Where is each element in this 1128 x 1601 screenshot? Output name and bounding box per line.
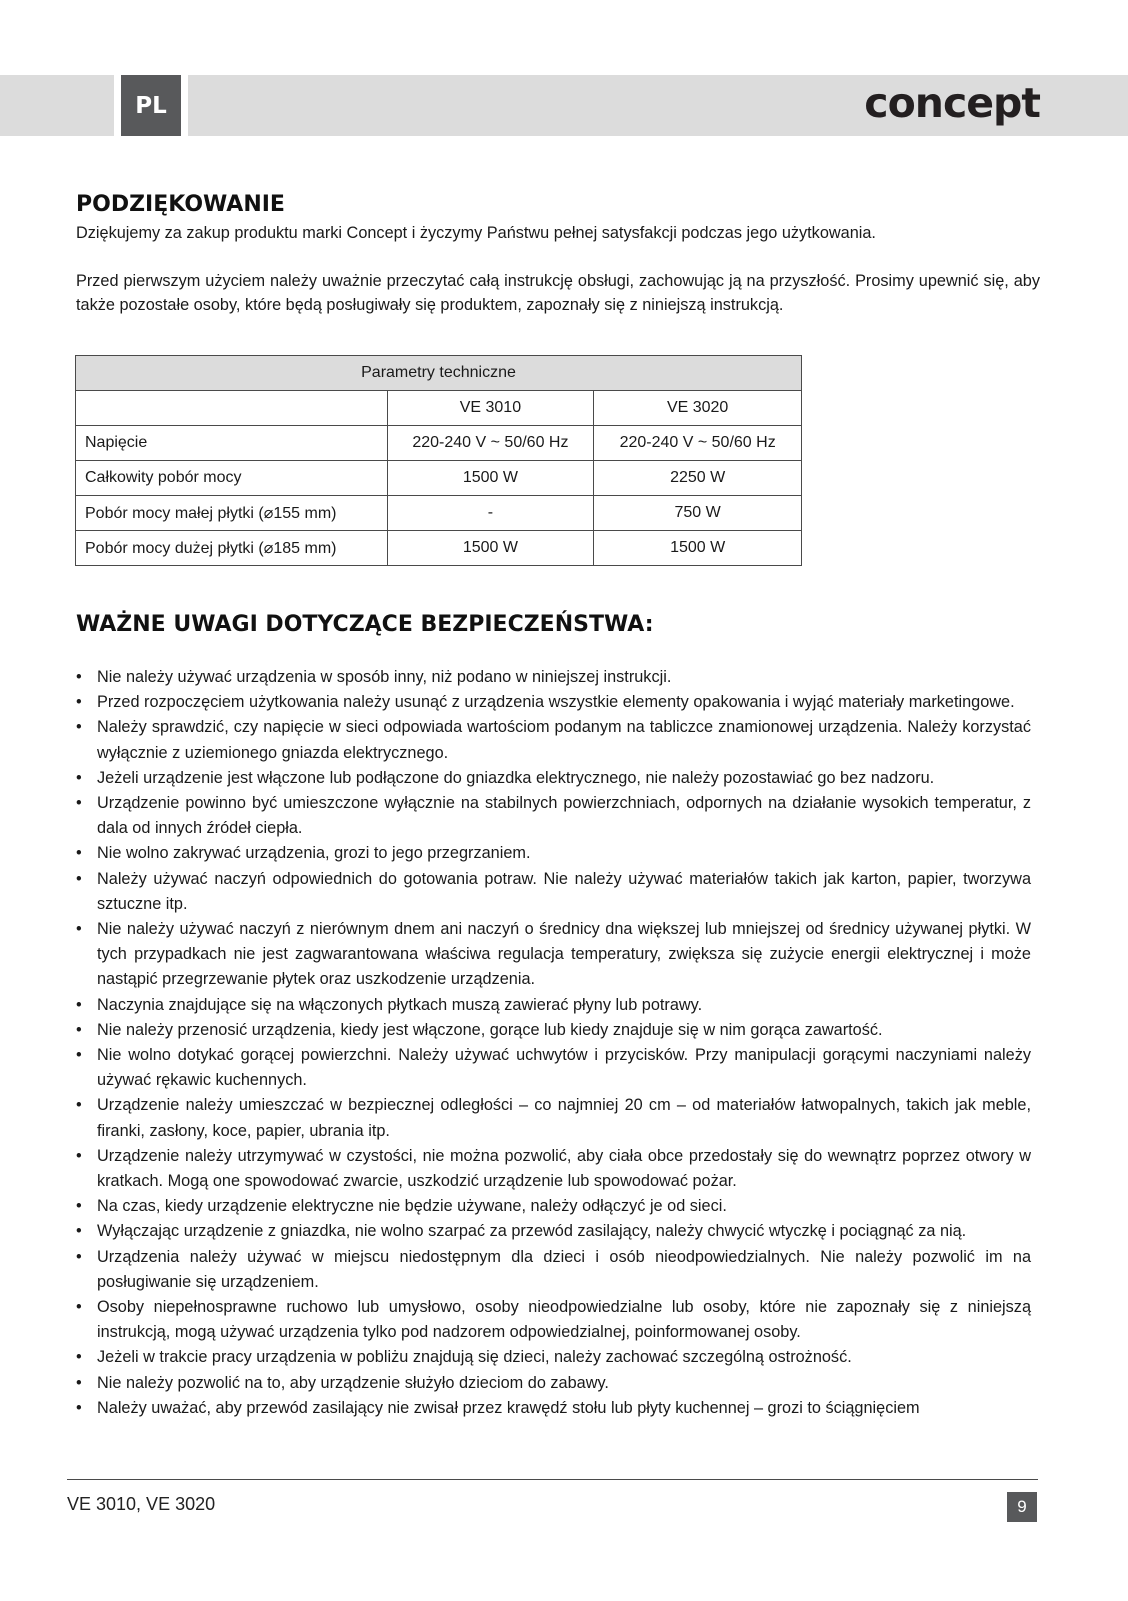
list-item-text: Jeżeli w trakcie pracy urządzenia w pobliżu znajdują się dzieci, należy zachować szczególną ostrożność.: [97, 1348, 852, 1367]
list-item-text: Urządzenie należy utrzymywać w czystości, nie można pozwolić, aby ciała obce przedostały się do wewnątrz poprzez otwory w kratkach. Mogą one spowodować zwarcie, uszkodzić urządzenie lub spowodować pożar.: [97, 1146, 1031, 1191]
list-item-text: Nie należy używać naczyń z nierównym dnem ani naczyń o średnicy dna większej lub mniejszej od średnicy używanej płytki. W tych przypadkach nie jest zagwarantowana właściwa regulacja temperatury, zwiększa się zużycie energii elektrycznej i może nastąpić przegrzewanie płytek oraz uszkodzenie urządzenia.: [97, 920, 1031, 989]
page-number-label: 9: [1017, 1497, 1027, 1516]
bullet-icon: •: [76, 1146, 82, 1165]
list-item-text: Nie należy przenosić urządzenia, kiedy jest włączone, gorące lub kiedy znajduje się w nim gorąca zawartość.: [97, 1020, 883, 1039]
table-cell: 2250 W: [594, 461, 802, 496]
table-cell: 1500 W: [387, 461, 594, 496]
table-cell: Pobór mocy małej płytki (⌀155 mm): [76, 496, 388, 531]
intro-paragraph-2: Przed pierwszym użyciem należy uważnie przeczytać całą instrukcję obsługi, zachowując ją na przyszłość. Prosimy upewnić się, aby także pozostałe osoby, które będą posługiwały się produktem, zapoznały się z niniejszą instrukcją.: [76, 272, 1040, 314]
spec-table-header-cell: VE 3010: [387, 391, 594, 426]
bullet-icon: •: [76, 920, 82, 939]
bullet-icon: •: [76, 1046, 82, 1065]
table-row: [76, 426, 802, 461]
list-item: [76, 1018, 1031, 1043]
list-item: [76, 1345, 1031, 1370]
table-cell: -: [387, 496, 594, 531]
header-divider: [181, 75, 188, 136]
list-item: [76, 665, 1031, 690]
list-item-text: Osoby niepełnosprawne ruchowo lub umysłowo, osoby nieodpowiedzialne lub osoby, które nie zapoznały się z niniejszą instrukcją, mogą używać urządzenia tylko pod nadzorem odpowiedzialnej, poinformowanej osoby.: [97, 1298, 1031, 1342]
bullet-icon: •: [76, 1197, 82, 1216]
list-item: [76, 1245, 1031, 1295]
intro-section: [76, 190, 1040, 317]
page-number: [1007, 1492, 1037, 1522]
list-item-text: Jeżeli urządzenie jest włączone lub podłączone do gniazdka elektrycznego, nie należy pozostawiać go bez nadzoru.: [97, 768, 935, 787]
list-item-text: Nie wolno dotykać gorącej powierzchni. Należy używać uchwytów i przycisków. Przy manipulacji gorącymi naczyniami należy używać rękawic kuchennych.: [97, 1046, 1031, 1090]
bullet-icon: •: [76, 1298, 82, 1317]
bullet-icon: •: [76, 1247, 82, 1266]
table-cell: 220-240 V ~ 50/60 Hz: [387, 426, 594, 461]
list-item-text: Nie wolno zakrywać urządzenia, grozi to jego przegrzaniem.: [97, 844, 531, 863]
table-cell: 1500 W: [594, 531, 802, 566]
table-cell: 220-240 V ~ 50/60 Hz: [594, 426, 802, 461]
table-cell: 1500 W: [387, 531, 594, 566]
list-item: [76, 1396, 1031, 1421]
language-label: PL: [135, 92, 167, 119]
table-cell: Napięcie: [76, 426, 388, 461]
bullet-icon: •: [76, 995, 82, 1014]
list-item: [76, 1371, 1031, 1396]
table-row: [76, 531, 802, 566]
list-item: [76, 1043, 1031, 1093]
spec-table-header-cell: VE 3020: [594, 391, 802, 426]
header-divider: [114, 75, 121, 136]
list-item: [76, 1144, 1031, 1194]
spec-table-header-row: [76, 391, 802, 426]
list-item-text: Należy uważać, aby przewód zasilający nie zwisał przez krawędź stołu lub płyty kuchennej – grozi to ściągnięciem: [97, 1398, 920, 1417]
table-cell: Pobór mocy dużej płytki (⌀185 mm): [76, 531, 388, 566]
table-cell: 750 W: [594, 496, 802, 531]
footer-divider: [67, 1479, 1038, 1480]
bullet-icon: •: [76, 1222, 82, 1241]
table-row: [76, 496, 802, 531]
spec-table-header-cell: [76, 391, 388, 426]
safety-header: [76, 610, 654, 640]
list-item: [76, 1194, 1031, 1219]
bullet-icon: •: [76, 869, 82, 888]
list-item-text: Naczynia znajdujące się na włączonych płytkach muszą zawierać płyny lub potrawy.: [97, 995, 703, 1014]
list-item-text: Należy używać naczyń odpowiednich do gotowania potraw. Nie należy używać materiałów takich jak karton, papier, tworzywa sztuczne itp.: [97, 869, 1031, 913]
bullet-icon: •: [76, 693, 82, 712]
spec-table-title: Parametry techniczne: [76, 356, 802, 391]
bullet-icon: •: [76, 768, 82, 787]
spec-table: [75, 355, 802, 566]
list-item-text: Urządzenia należy używać w miejscu niedostępnym dla dzieci i osób nieodpowiedzialnych. Nie należy pozwolić im na posługiwanie się urządzeniem.: [97, 1247, 1031, 1291]
list-item-text: Urządzenie powinno być umieszczone wyłącznie na stabilnych powierzchniach, odpornych na działanie wysokich temperatur, z dala od innych źródeł ciepła.: [97, 794, 1031, 838]
language-badge: [121, 75, 181, 136]
list-item: [76, 867, 1031, 917]
bullet-icon: •: [76, 794, 82, 813]
list-item: [76, 1295, 1031, 1345]
table-row: [76, 461, 802, 496]
intro-paragraph-1: Dziękujemy za zakup produktu marki Concept i życzymy Państwu pełnej satysfakcji podczas jego użytkowania.: [76, 224, 876, 242]
bullet-icon: •: [76, 1398, 82, 1417]
list-item-text: Nie należy pozwolić na to, aby urządzenie służyło dzieciom do zabawy.: [97, 1373, 609, 1392]
safety-list: [76, 665, 1031, 1421]
intro-title: PODZIĘKOWANIE: [76, 192, 285, 217]
table-cell: Całkowity pobór mocy: [76, 461, 388, 496]
bullet-icon: •: [76, 1373, 82, 1392]
list-item: [76, 1093, 1031, 1143]
list-item-text: Urządzenie należy umieszczać w bezpiecznej odległości – co najmniej 20 cm – od materiałów łatwopalnych, takich jak meble, firanki, zasłony, koce, papier, ubrania itp.: [97, 1096, 1031, 1140]
footer-model: VE 3010, VE 3020: [67, 1494, 216, 1514]
list-item: [76, 917, 1031, 993]
spec-table-title-row: [76, 356, 802, 391]
bullet-icon: •: [76, 668, 82, 686]
list-item: [76, 841, 1031, 866]
brand-logo: [864, 78, 1040, 128]
list-item: [76, 715, 1031, 765]
list-item-text: Należy sprawdzić, czy napięcie w sieci odpowiada wartościom podanym na tabliczce znamionowej urządzenia. Należy korzystać wyłącznie z uziemionego gniazda elektrycznego.: [97, 718, 1031, 762]
list-item: [76, 1219, 1031, 1244]
safety-title: WAŻNE UWAGI DOTYCZĄCE BEZPIECZEŃSTWA:: [76, 612, 654, 637]
brand-logo-text: concept: [864, 79, 1040, 127]
bullet-icon: •: [76, 1348, 82, 1367]
list-item: [76, 766, 1031, 791]
list-item: [76, 690, 1031, 715]
list-item-text: Na czas, kiedy urządzenie elektryczne nie będzie używane, należy odłączyć je od sieci.: [97, 1197, 727, 1216]
list-item-text: Nie należy używać urządzenia w sposób inny, niż podano w niniejszej instrukcji.: [97, 668, 672, 686]
list-item: [76, 791, 1031, 841]
bullet-icon: •: [76, 1096, 82, 1115]
list-item-text: Przed rozpoczęciem użytkowania należy usunąć z urządzenia wszystkie elementy opakowania i wyjąć materiały marketingowe.: [97, 693, 1015, 712]
bullet-icon: •: [76, 1020, 82, 1039]
bullet-icon: •: [76, 718, 82, 737]
bullet-icon: •: [76, 844, 82, 863]
list-item: [76, 993, 1031, 1018]
list-item-text: Wyłączając urządzenie z gniazdka, nie wolno szarpać za przewód zasilający, należy chwycić wtyczkę i pociągnąć za nią.: [97, 1222, 967, 1241]
